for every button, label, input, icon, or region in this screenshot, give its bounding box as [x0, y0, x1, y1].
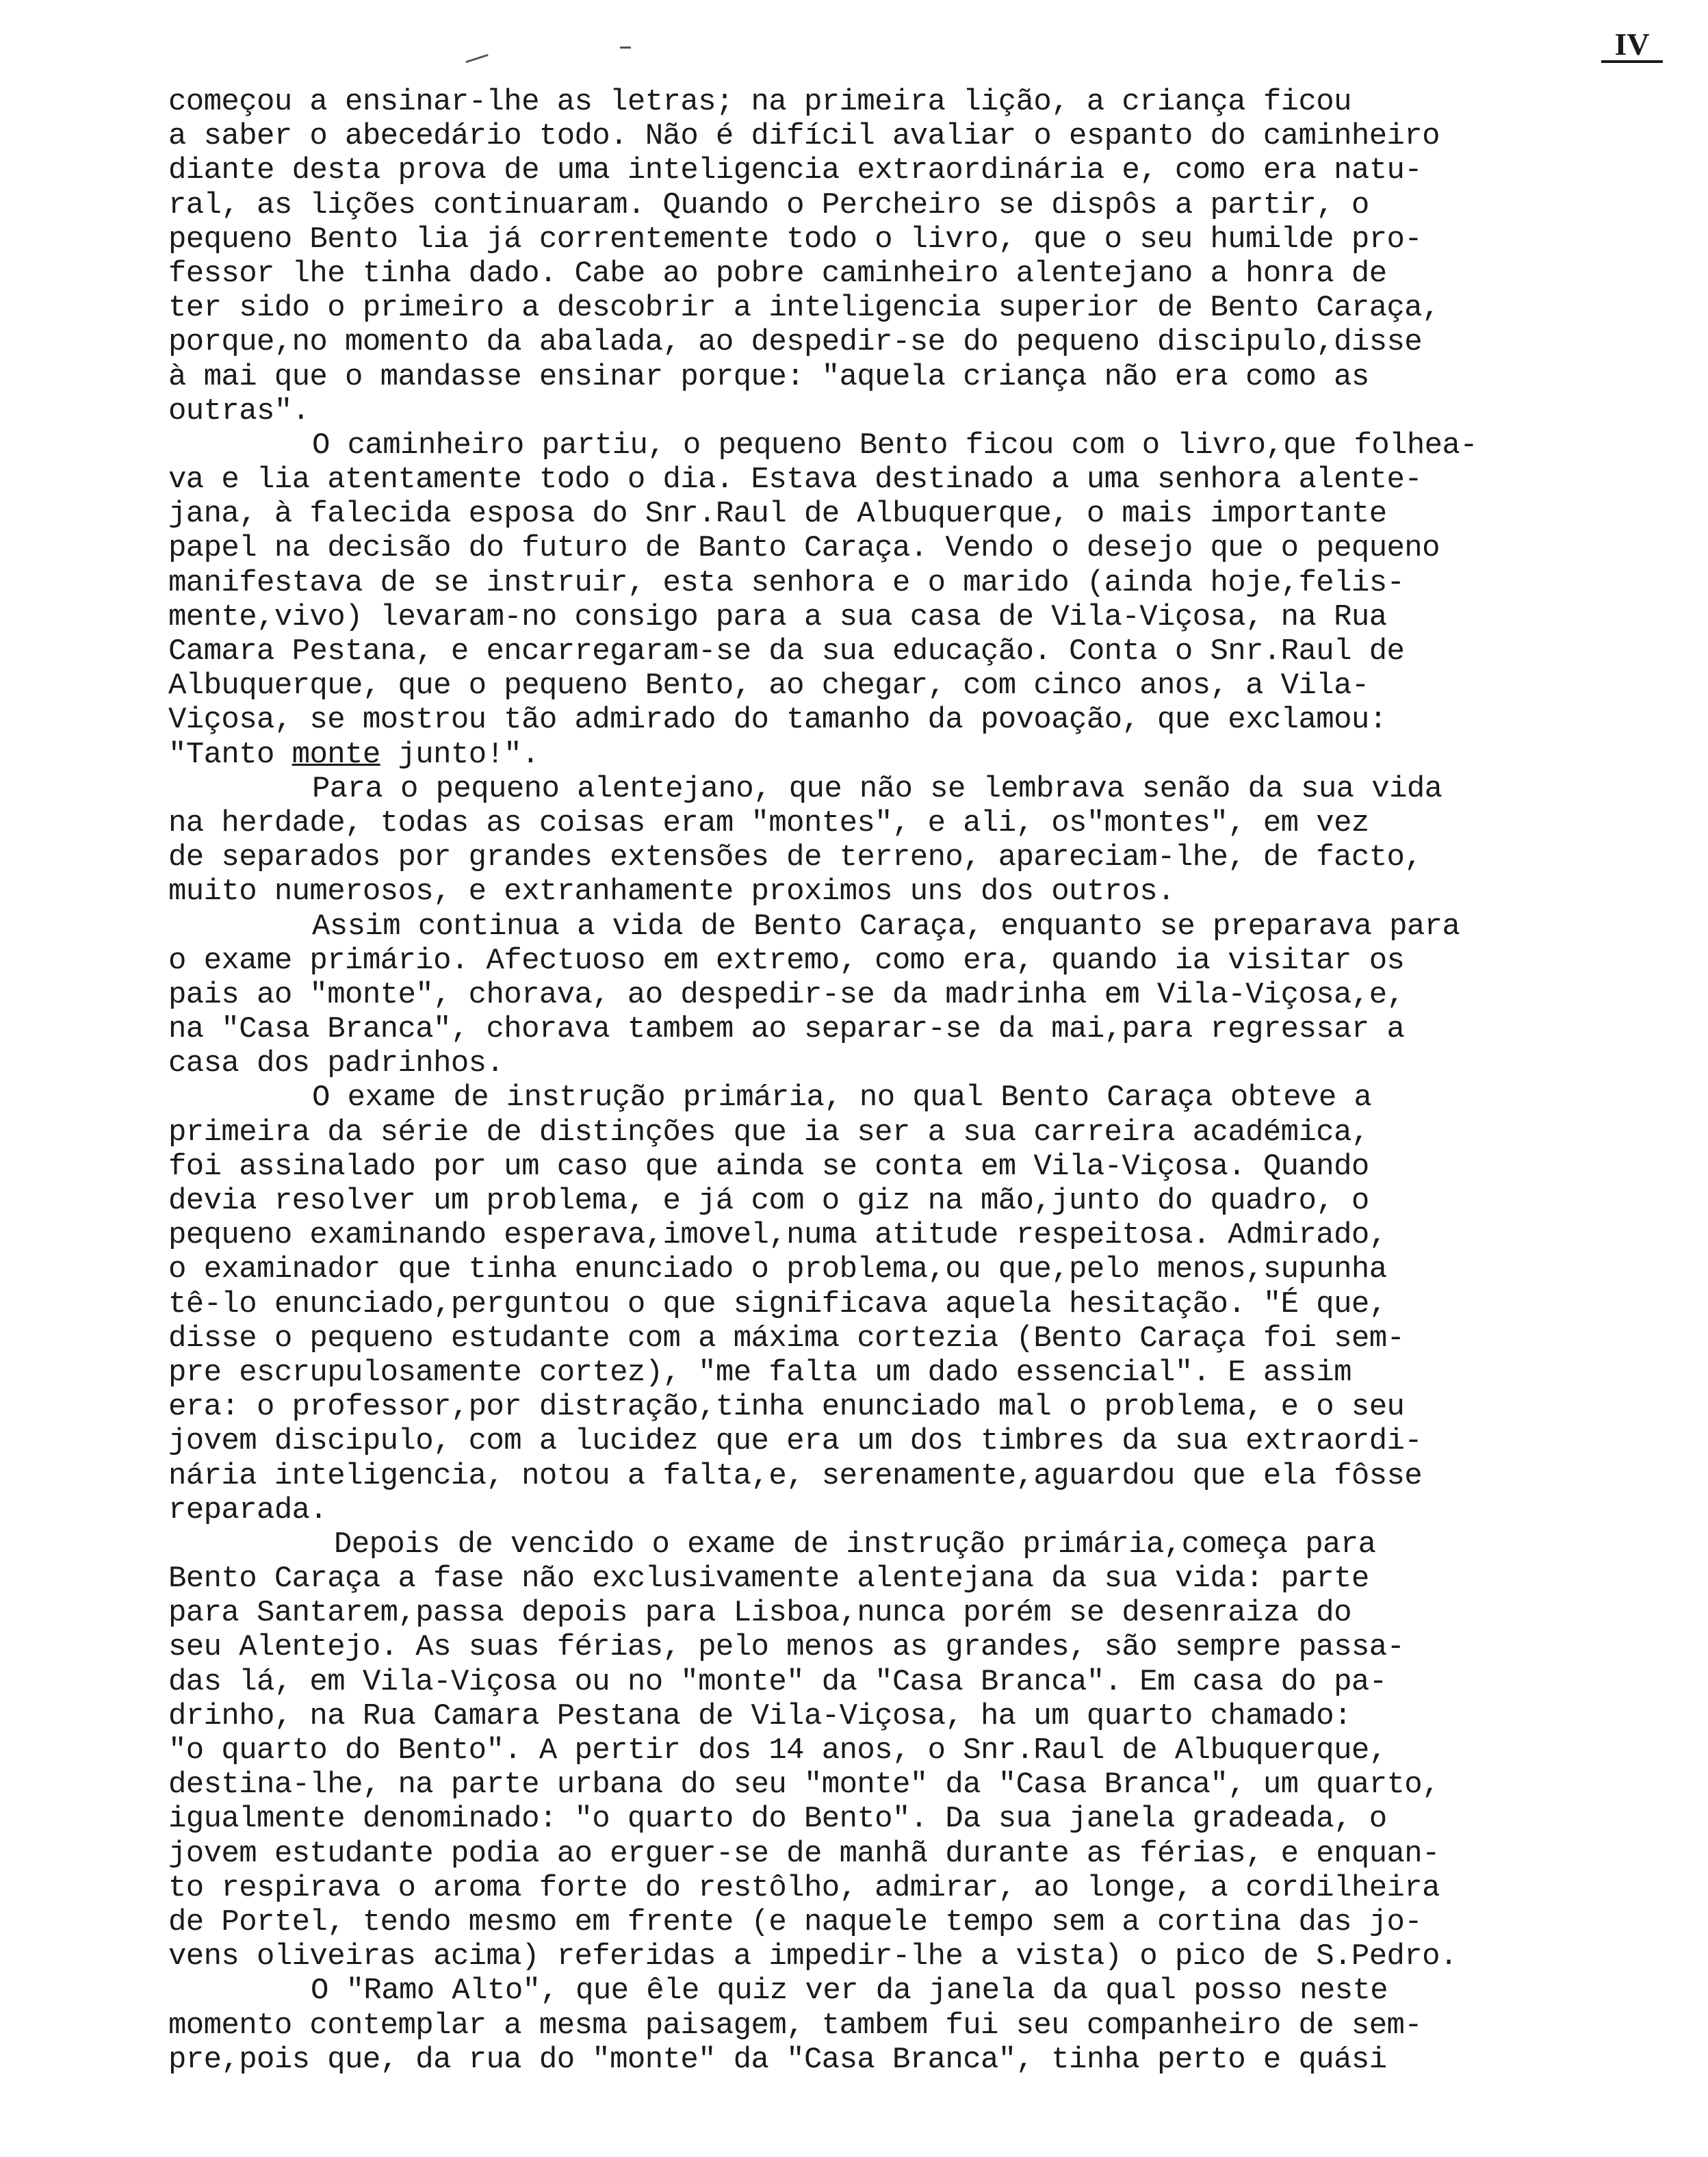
text-line: drinho, na Rua Camara Pestana de Vila-Viçosa, ha um quarto chamado: [168, 1699, 1351, 1733]
text-line: ral, as lições continuaram. Quando o Percheiro se dispôs a partir, o [168, 188, 1369, 222]
text-line: seu Alentejo. As suas férias, pelo menos as grandes, são sempre passa- [168, 1630, 1405, 1665]
text-after-underline: junto!". [380, 737, 539, 772]
text-line: Viçosa, se mostrou tão admirado do tamanho da povoação, que exclamou: [168, 703, 1387, 738]
text-line: era: o professor,por distração,tinha enunciado mal o problema, e o seu [168, 1390, 1405, 1425]
text-line: jovem discipulo, com a lucidez que era um dos timbres da sua extraordi- [168, 1424, 1423, 1459]
text-line: va e lia atentamente todo o dia. Estava destinado a uma senhora alente- [168, 463, 1423, 498]
text-line: na "Casa Branca", chorava tambem ao separar-se da mai,para regressar a [168, 1012, 1405, 1047]
text-line: nária inteligencia, notou a falta,e, serenamente,aguardou que ela fôsse [168, 1458, 1423, 1493]
text-line: devia resolver um problema, e já com o giz na mão,junto do quadro, o [168, 1184, 1369, 1218]
text-line: ter sido o primeiro a descobrir a inteligencia superior de Bento Caraça, [168, 291, 1440, 326]
text-line: o exame primário. Afectuoso em extremo, como era, quando ia visitar os [168, 943, 1405, 978]
text-line: porque,no momento da abalada, ao despedir-se do pequeno discipulo,disse [168, 325, 1423, 360]
text-line-underlined [168, 738, 1674, 772]
text-line: papel na decisão do futuro de Banto Caraça. Vendo o desejo que o pequeno [168, 531, 1440, 566]
text-line: disse o pequeno estudante com a máxima cortezia (Bento Caraça foi sem- [168, 1321, 1405, 1356]
text-line: na herdade, todas as coisas eram "montes", e ali, os"montes", em vez [168, 805, 1369, 840]
text-line: pequeno examinando esperava,imovel,numa atitude respeitosa. Admirado, [168, 1218, 1387, 1253]
text-line: destina-lhe, na parte urbana do seu "monte" da "Casa Branca", um quarto, [168, 1768, 1440, 1803]
text-line: das lá, em Vila-Viçosa ou no "monte" da "Casa Branca". Em casa do pa- [168, 1664, 1387, 1699]
text-line: tê-lo enunciado,perguntou o que significava aquela hesitação. "É que, [168, 1287, 1387, 1321]
text-line: igualmente denominado: "o quarto do Bento". Da sua janela gradeada, o [168, 1802, 1387, 1837]
text-line: Camara Pestana, e encarregaram-se da sua educação. Conta o Snr.Raul de [168, 634, 1405, 669]
text-line: pais ao "monte", chorava, ao despedir-se da madrinha em Vila-Viçosa,e, [168, 977, 1405, 1012]
paragraph-start-line: O exame de instrução primária, no qual Bento Caraça obteve a [312, 1081, 1372, 1115]
text-line: pre escrupulosamente cortez), "me falta um dado essencial". E assim [168, 1355, 1351, 1390]
text-before-underline: "Tanto [168, 737, 292, 772]
text-line: de Portel, tendo mesmo em frente (e naquele tempo sem a cortina das jo- [168, 1904, 1423, 1939]
text-line: pequeno Bento lia já correntemente todo o livro, que o seu humilde pro- [168, 222, 1423, 257]
underlined-word: monte [292, 737, 380, 772]
text-line: jana, à falecida esposa do Snr.Raul de Albuquerque, o mais importante [168, 497, 1387, 532]
text-line: muito numerosos, e extranhamente proximos uns dos outros. [168, 875, 1175, 909]
text-line: mente,vivo) levaram-no consigo para a sua casa de Vila-Viçosa, na Rua [168, 599, 1387, 634]
text-line: pre,pois que, da rua do "monte" da "Casa Branca", tinha perto e quási [168, 2042, 1387, 2077]
text-line: a saber o abecedário todo. Não é difícil avaliar o espanto do caminheiro [168, 119, 1440, 154]
text-line: Bento Caraça a fase não exclusivamente alentejana da sua vida: parte [168, 1562, 1369, 1597]
text-line: fessor lhe tinha dado. Cabe ao pobre caminheiro alentejano a honra de [168, 256, 1387, 291]
text-line: casa dos padrinhos. [168, 1046, 504, 1081]
stray-mark [465, 54, 488, 63]
text-line: manifestava de se instruir, esta senhora e o marido (ainda hoje,felis- [168, 565, 1405, 600]
text-line: vens oliveiras acima) referidas a impedir-lhe a vista) o pico de S.Pedro. [168, 1939, 1458, 1974]
text-line: de separados por grandes extensões de terreno, apareciam-lhe, de facto, [168, 840, 1423, 875]
text-line: reparada. [168, 1493, 328, 1527]
text-line: diante desta prova de uma inteligencia extraordinária e, como era natu- [168, 153, 1423, 188]
body-text [168, 85, 1674, 2077]
text-line: para Santarem,passa depois para Lisboa,nunca porém se desenraiza do [168, 1596, 1351, 1631]
paragraph-start-line: Para o pequeno alentejano, que não se lembrava senão da sua vida [312, 771, 1442, 806]
text-line: momento contemplar a mesma paisagem, tambem fui seu companheiro de sem- [168, 2008, 1423, 2043]
text-line: "o quarto do Bento". A pertir dos 14 anos, o Snr.Raul de Albuquerque, [168, 1733, 1387, 1768]
text-line: foi assinalado por um caso que ainda se conta em Vila-Viçosa. Quando [168, 1149, 1369, 1184]
text-line: começou a ensinar-lhe as letras; na primeira lição, a criança ficou [168, 85, 1351, 119]
paragraph-start-line: Assim continua a vida de Bento Caraça, enquanto se preparava para [312, 909, 1460, 944]
text-line: to respirava o aroma forte do restôlho, admirar, ao longe, a cordilheira [168, 1870, 1440, 1905]
paragraph-start-line: O "Ramo Alto", que êle quiz ver da janela da qual posso neste [311, 1974, 1388, 2009]
text-line: o examinador que tinha enunciado o problema,ou que,pelo menos,supunha [168, 1252, 1387, 1287]
page-number: IV [1601, 29, 1663, 63]
text-line: Albuquerque, que o pequeno Bento, ao chegar, com cinco anos, a Vila- [168, 669, 1369, 703]
text-line: jovem estudante podia ao erguer-se de manhã durante as férias, e enquan- [168, 1836, 1440, 1871]
stray-mark [620, 47, 631, 49]
paragraph-start-line: Depois de vencido o exame de instrução primária,começa para [334, 1527, 1376, 1562]
text-line: à mai que o mandasse ensinar porque: "aquela criança não era como as [168, 359, 1369, 394]
text-line: outras". [168, 393, 310, 428]
paragraph-start-line: O caminheiro partiu, o pequeno Bento ficou com o livro,que folhea- [312, 428, 1478, 463]
text-line: primeira da série de distinções que ia ser a sua carreira académica, [168, 1115, 1369, 1150]
